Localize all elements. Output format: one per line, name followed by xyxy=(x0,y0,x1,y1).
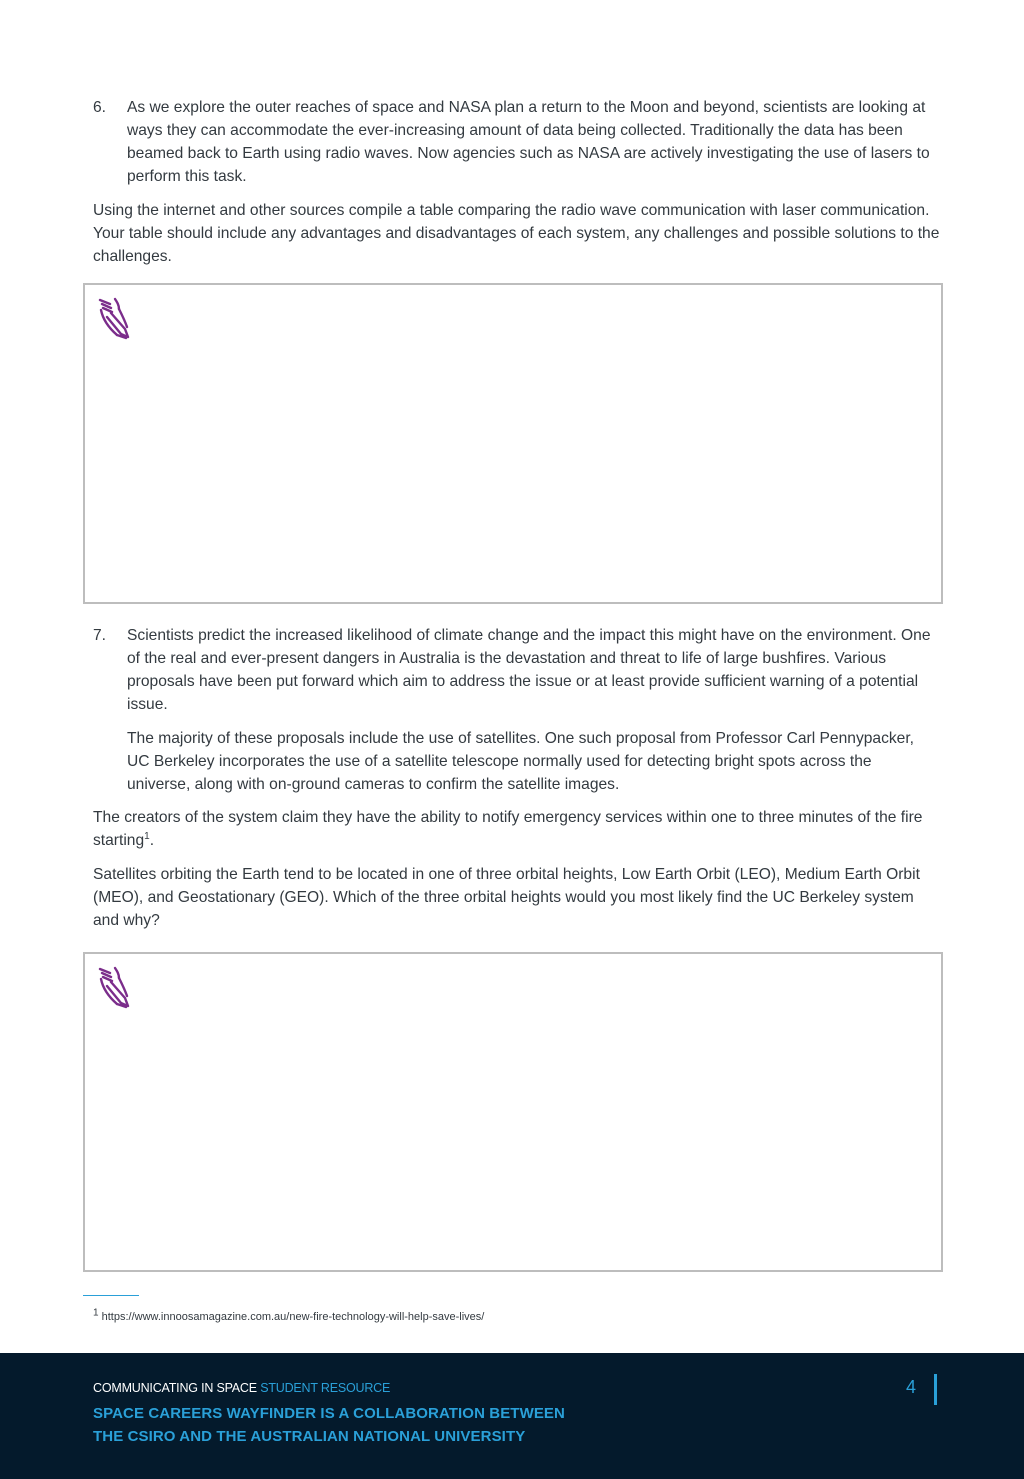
footer-title: COMMUNICATING IN SPACE xyxy=(93,1381,257,1395)
page-footer xyxy=(0,1353,1024,1479)
question-7-paragraph-3-end: . xyxy=(149,832,155,849)
answer-box-question-6[interactable] xyxy=(83,283,943,604)
footnote-marker: 1 xyxy=(93,1307,99,1319)
footnote-link[interactable]: https://www.innoosamagazine.com.au/new-fire-technology-will-help-save-lives/ xyxy=(101,1311,485,1323)
question-7-text: Scientists predict the increased likelihood of climate change and the impact this might have on the environment. One of the real and ever-present dangers in Australia is the devastation and threat to life of large bushfires. Various proposals have been put forward which aim to address the issue or at least provide sufficient warning of a potential issue. xyxy=(127,627,931,713)
footer-subtitle: STUDENT RESOURCE xyxy=(260,1381,391,1395)
footnote xyxy=(93,1307,485,1324)
hand-writing-pen-icon xyxy=(97,964,133,1010)
footer-collab-line-1: SPACE CAREERS WAYFINDER IS A COLLABORATION BETWEEN xyxy=(93,1405,565,1422)
answer-box-question-7[interactable] xyxy=(83,952,943,1272)
footnote-divider xyxy=(83,1295,139,1296)
question-7 xyxy=(93,624,943,716)
footer-collab-line-2: THE CSIRO AND THE AUSTRALIAN NATIONAL UNIVERSITY xyxy=(93,1428,526,1445)
question-6-text: As we explore the outer reaches of space and NASA plan a return to the Moon and beyond, scientists are looking at ways they can accommodate the ever-increasing amount of data being collected. Traditionally the data has been beamed back to Earth using radio waves. Now agencies such as NASA are actively investigating the use of lasers to perform this task. xyxy=(127,99,930,185)
question-7-paragraph-3-text: The creators of the system claim they have the ability to notify emergency services within one to three minutes of the fire starting xyxy=(93,809,923,849)
question-6-task: Using the internet and other sources compile a table comparing the radio wave communication with laser communication. Your table should include any advantages and disadvantages of each system, any challenges and possible solutions to the challenges. xyxy=(93,202,940,265)
question-7-paragraph-4: Satellites orbiting the Earth tend to be located in one of three orbital heights, Low Earth Orbit (LEO), Medium Earth Orbit (MEO), and Geostationary (GEO). Which of the three orbital heights would you most likely find the UC Berkeley system and why? xyxy=(93,866,920,929)
footnote-reference[interactable]: 1 xyxy=(144,830,150,842)
question-7-paragraph-2: The majority of these proposals include the use of satellites. One such proposal from Professor Carl Pennypacker, UC Berkeley incorporates the use of a satellite telescope normally used for detecting bright spots across the universe, along with on-ground cameras to confirm the satellite images. xyxy=(127,730,915,793)
page-number: 4 xyxy=(906,1377,917,1397)
footer-document-title xyxy=(93,1380,390,1396)
page-number-bar xyxy=(934,1374,937,1405)
question-6-number: 6. xyxy=(93,99,107,116)
question-6 xyxy=(93,96,943,188)
footer-collaboration-note xyxy=(93,1402,565,1448)
hand-writing-pen-icon xyxy=(97,295,133,341)
question-7-number: 7. xyxy=(93,627,107,644)
question-7-paragraph-3 xyxy=(93,806,943,852)
